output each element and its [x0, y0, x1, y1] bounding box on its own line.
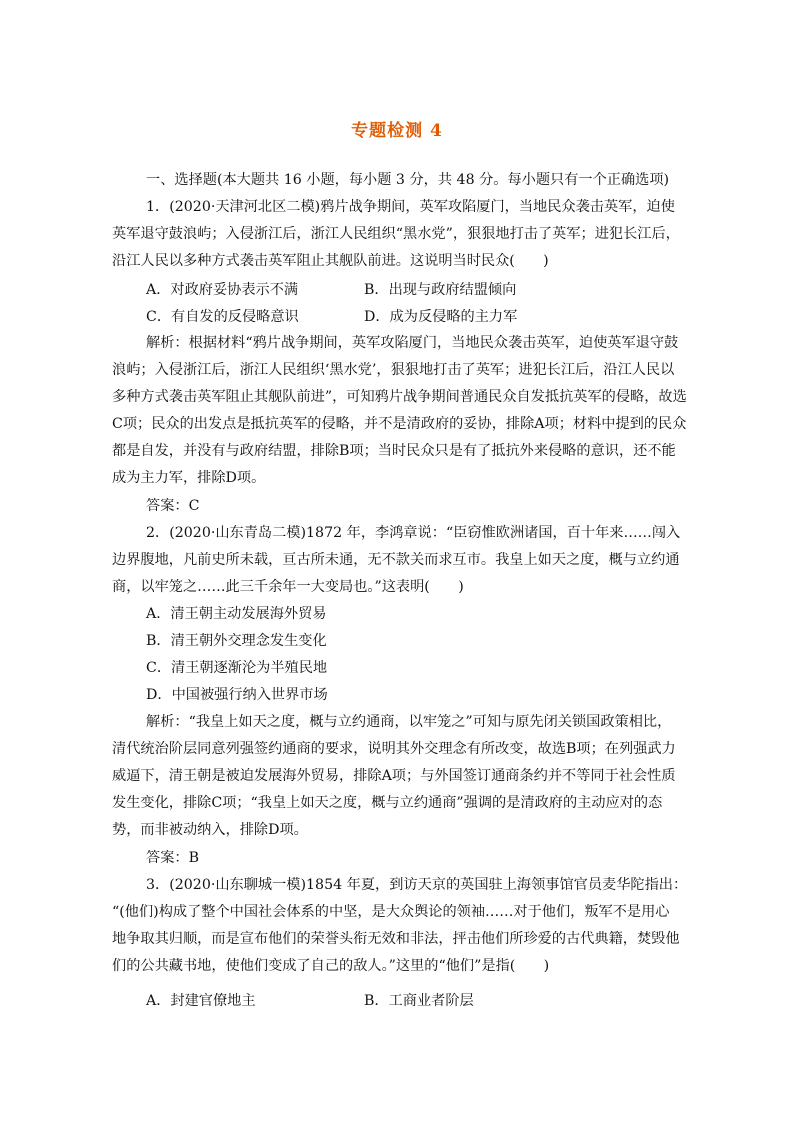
question-text-line: 地争取其归顺，而是宣布他们的荣誉头衔无效和非法，抨击他们所珍爱的古代典籍，焚毁他: [112, 931, 680, 947]
option-c: C．有自发的反侵略意识: [146, 309, 299, 325]
option-a: A．清王朝主动发展海外贸易: [146, 606, 327, 622]
analysis-line: 解析：“我皇上如天之度，概与立约通商，以牢笼之”可知与原先闭关锁国政策相比，: [146, 714, 672, 730]
option-c: C．清王朝逐渐沦为半殖民地: [146, 660, 328, 676]
option-d: D．中国被强行纳入世界市场: [146, 687, 328, 703]
answer: 答案：B: [146, 850, 199, 866]
analysis-line: 成为主力军，排除D项。: [112, 470, 266, 486]
analysis-line: 威逼下，清王朝是被迫发展海外贸易，排除A项；与外国签订通商条约并不等同于社会性质: [112, 768, 676, 784]
analysis-line: 解析：根据材料“鸦片战争期间，英军攻陷厦门，当地民众袭击英军，迫使英军退守鼓: [146, 335, 679, 351]
analysis-line: 多种方式袭击英军阻止其舰队前进”，可知鸦片战争期间普通民众自发抵抗英军的侵略，故选: [112, 389, 687, 405]
option-d: D．成为反侵略的主力军: [364, 309, 518, 325]
question-text-line: 3．(2020·山东聊城一模)1854 年夏，到访天京的英国驻上海领事馆官员麦华陀指出：: [146, 877, 688, 893]
analysis-line: 都是自发，并没有与政府结盟，排除B项；当时民众只是有了抵抗外来侵略的意识，还不能: [112, 443, 676, 459]
analysis-line: C项；民众的出发点是抵抗英军的侵略，并不是清政府的妥协，排除A项；材料中提到的民众: [112, 416, 687, 432]
option-a: A．封建官僚地主: [146, 993, 256, 1009]
question-text-line: 2．(2020·山东青岛二模)1872 年，李鸿章说：“臣窃惟欧洲诸国，百十年来……闯入: [146, 525, 681, 541]
answer: 答案：C: [146, 498, 200, 514]
question-text-line: “(他们)构成了整个中国社会体系的中坚，是大众舆论的领袖……对于他们，叛军不是用心: [112, 904, 670, 920]
analysis-line: 发生变化，排除C项；“我皇上如天之度，概与立约通商”强调的是清政府的主动应对的态: [112, 795, 663, 811]
question-text-line: 们的公共藏书地，使他们变成了自己的敌人。”这里的“他们”是指( ): [112, 958, 550, 974]
analysis-line: 浪屿；入侵浙江后，浙江人民组织‘黑水党’，狠狠地打击了英军；进犯长江后，沿江人民以: [112, 362, 675, 378]
option-a: A．对政府妥协表示不满: [146, 282, 299, 298]
analysis-line: 势，而非被动纳入，排除D项。: [112, 822, 308, 838]
question-text-line: 英军退守鼓浪屿；入侵浙江后，浙江人民组织“黑水党”，狠狠地打击了英军；进犯长江后，: [112, 226, 680, 242]
option-b: B．工商业者阶层: [364, 993, 474, 1009]
question-text-line: 1．(2020·天津河北区二模)鸦片战争期间，英军攻陷厦门，当地民众袭击英军，迫使: [146, 199, 675, 215]
analysis-line: 清代统治阶层同意列强签约通商的要求，说明其外交理念有所改变，故选B项；在列强武力: [112, 741, 676, 757]
option-b: B．出现与政府结盟倾向: [364, 282, 517, 298]
section-heading: 一、选择题(本大题共 16 小题，每小题 3 分，共 48 分。每小题只有一个正确选项): [146, 172, 670, 188]
page-title: 专题检测 4: [351, 121, 443, 141]
option-b: B．清王朝外交理念发生变化: [146, 633, 327, 649]
question-text-line: 商，以牢笼之……此三千余年一大变局也。”这表明( ): [112, 579, 464, 595]
question-text-line: 边界腹地，凡前史所未载，亘古所未通，无不款关而求互市。我皇上如天之度，概与立约通: [112, 552, 680, 568]
question-text-line: 沿江人民以多种方式袭击英军阻止其舰队前进。这说明当时民众( ): [112, 253, 549, 269]
